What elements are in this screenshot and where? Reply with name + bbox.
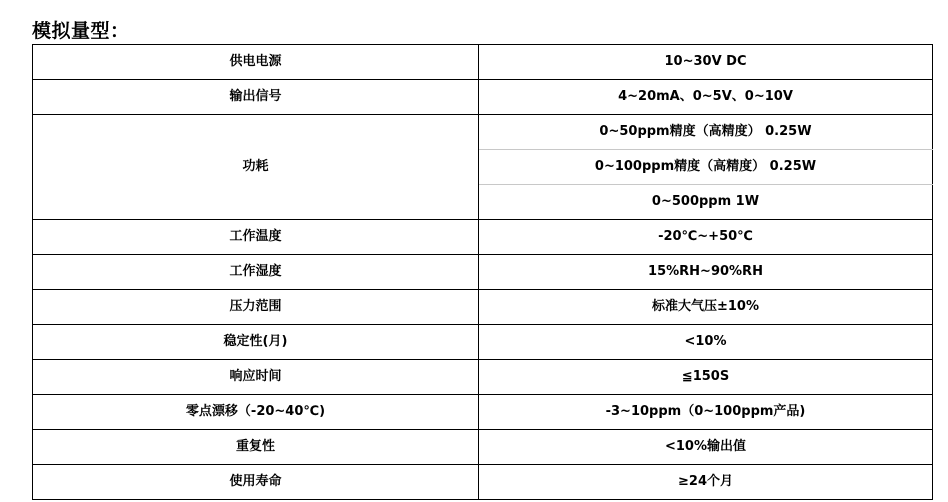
row-label-output-signal: 输出信号 <box>33 80 479 115</box>
row-label-operating-humidity: 工作湿度 <box>33 255 479 290</box>
table-row <box>33 360 933 395</box>
row-label-response-time: 响应时间 <box>33 360 479 395</box>
row-value-output-signal: 4~20mA、0~5V、0~10V <box>479 80 933 115</box>
table-row <box>33 325 933 360</box>
table-row <box>33 255 933 290</box>
spec-table <box>32 44 933 500</box>
row-value-power-consumption-1: 0~50ppm精度（高精度） 0.25W <box>479 115 933 150</box>
row-label-operating-temperature: 工作温度 <box>33 220 479 255</box>
row-label-power-consumption: 功耗 <box>33 115 479 220</box>
row-label-stability: 稳定性(月) <box>33 325 479 360</box>
row-value-operating-temperature: -20℃~+50℃ <box>479 220 933 255</box>
table-row <box>33 220 933 255</box>
row-value-repeatability: <10%输出值 <box>479 430 933 465</box>
row-label-repeatability: 重复性 <box>33 430 479 465</box>
row-label-zero-drift: 零点漂移（-20~40℃) <box>33 395 479 430</box>
table-row <box>33 465 933 500</box>
row-value-service-life: ≥24个月 <box>479 465 933 500</box>
row-value-response-time: ≦150S <box>479 360 933 395</box>
row-value-operating-humidity: 15%RH~90%RH <box>479 255 933 290</box>
section-title: 模拟量型： <box>32 20 130 42</box>
row-label-pressure-range: 压力范围 <box>33 290 479 325</box>
row-value-stability: <10% <box>479 325 933 360</box>
row-value-zero-drift: -3~10ppm（0~100ppm产品) <box>479 395 933 430</box>
table-row <box>33 45 933 80</box>
table-row <box>33 395 933 430</box>
table-row <box>33 115 933 150</box>
row-value-power-consumption-3: 0~500ppm 1W <box>479 185 933 220</box>
table-row <box>33 430 933 465</box>
table-row <box>33 80 933 115</box>
table-row <box>33 290 933 325</box>
row-value-power-consumption-2: 0~100ppm精度（高精度） 0.25W <box>479 150 933 185</box>
row-label-power-supply: 供电电源 <box>33 45 479 80</box>
row-value-power-supply: 10~30V DC <box>479 45 933 80</box>
row-label-service-life: 使用寿命 <box>33 465 479 500</box>
row-value-pressure-range: 标准大气压±10% <box>479 290 933 325</box>
